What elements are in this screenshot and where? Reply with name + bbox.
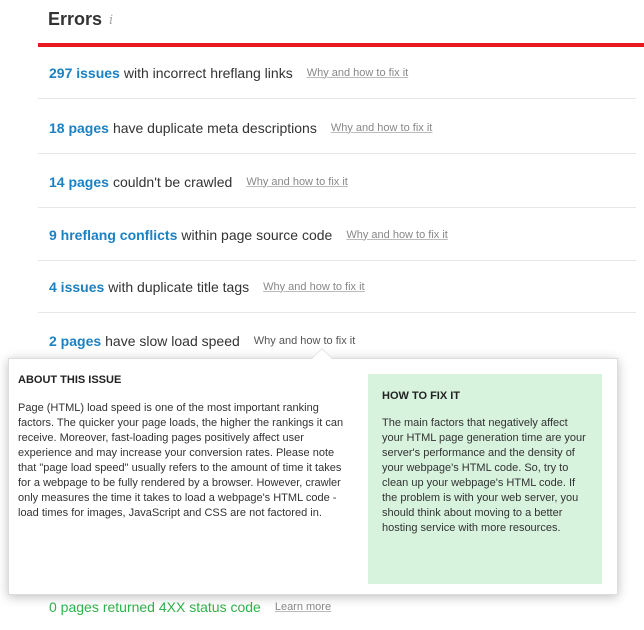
error-count-link[interactable]: 18 pages (49, 119, 109, 136)
howto-body: The main factors that negatively affect your HTML page generation time are your server's performance and the density of your webpage's HTML code. So, try to clean up your webpage's HTML code. If the problem is with your web server, you should think about moving to a better hosting service with more resources. (382, 417, 586, 534)
how-to-fix-panel (368, 374, 602, 584)
error-count-link[interactable]: 14 pages (49, 173, 109, 190)
about-body: Page (HTML) load speed is one of the most important ranking factors. The quicker your page loads, the higher the rankings it can receive. Moreover, fast-loading pages positively affect user experience and may increase your conversion rates. Please note that "page load speed" usually refers to the amount of time it takes for a webpage to be fully rendered by a browser. However, crawler only measures the time it takes to load a webpage's HTML code - load times for images, JavaScript and CSS are not factored in. (18, 402, 344, 519)
error-description: with incorrect hreflang links (123, 64, 293, 81)
errors-header (38, 0, 644, 44)
error-row (38, 156, 636, 208)
status-description: returned 4XX status code (102, 599, 261, 615)
error-row (38, 261, 636, 313)
why-and-how-link[interactable]: Why and how to fix it (263, 280, 365, 293)
section-title: Errors (48, 9, 103, 29)
error-count-link[interactable]: 9 hreflang conflicts (49, 226, 178, 243)
learn-more-link[interactable]: Learn more (274, 601, 332, 613)
why-and-how-link[interactable]: Why and how to fix it (253, 335, 356, 347)
error-row (38, 209, 636, 261)
status-count-link[interactable]: 0 pages (49, 599, 99, 615)
error-row (38, 102, 636, 154)
info-icon[interactable]: i (109, 13, 114, 28)
error-count-link[interactable]: 2 pages (49, 333, 102, 349)
howto-title: HOW TO FIX IT (382, 390, 461, 402)
error-row (38, 47, 636, 99)
about-this-issue (18, 374, 348, 521)
error-description: couldn't be crawled (112, 173, 233, 190)
about-title: ABOUT THIS ISSUE (18, 374, 122, 386)
error-description: have slow load speed (105, 333, 240, 349)
error-description: within page source code (181, 226, 333, 243)
error-count-link[interactable]: 297 issues (49, 64, 120, 81)
why-and-how-link[interactable]: Why and how to fix it (306, 66, 409, 79)
error-count-link[interactable]: 4 issues (49, 278, 105, 295)
popover-caret (312, 349, 332, 359)
why-and-how-link[interactable]: Why and how to fix it (246, 175, 348, 188)
why-and-how-link[interactable]: Why and how to fix it (346, 228, 448, 241)
why-and-how-link[interactable]: Why and how to fix it (330, 121, 433, 134)
error-description: with duplicate title tags (108, 278, 250, 295)
error-description: have duplicate meta descriptions (112, 119, 317, 136)
issue-popover (8, 358, 618, 595)
